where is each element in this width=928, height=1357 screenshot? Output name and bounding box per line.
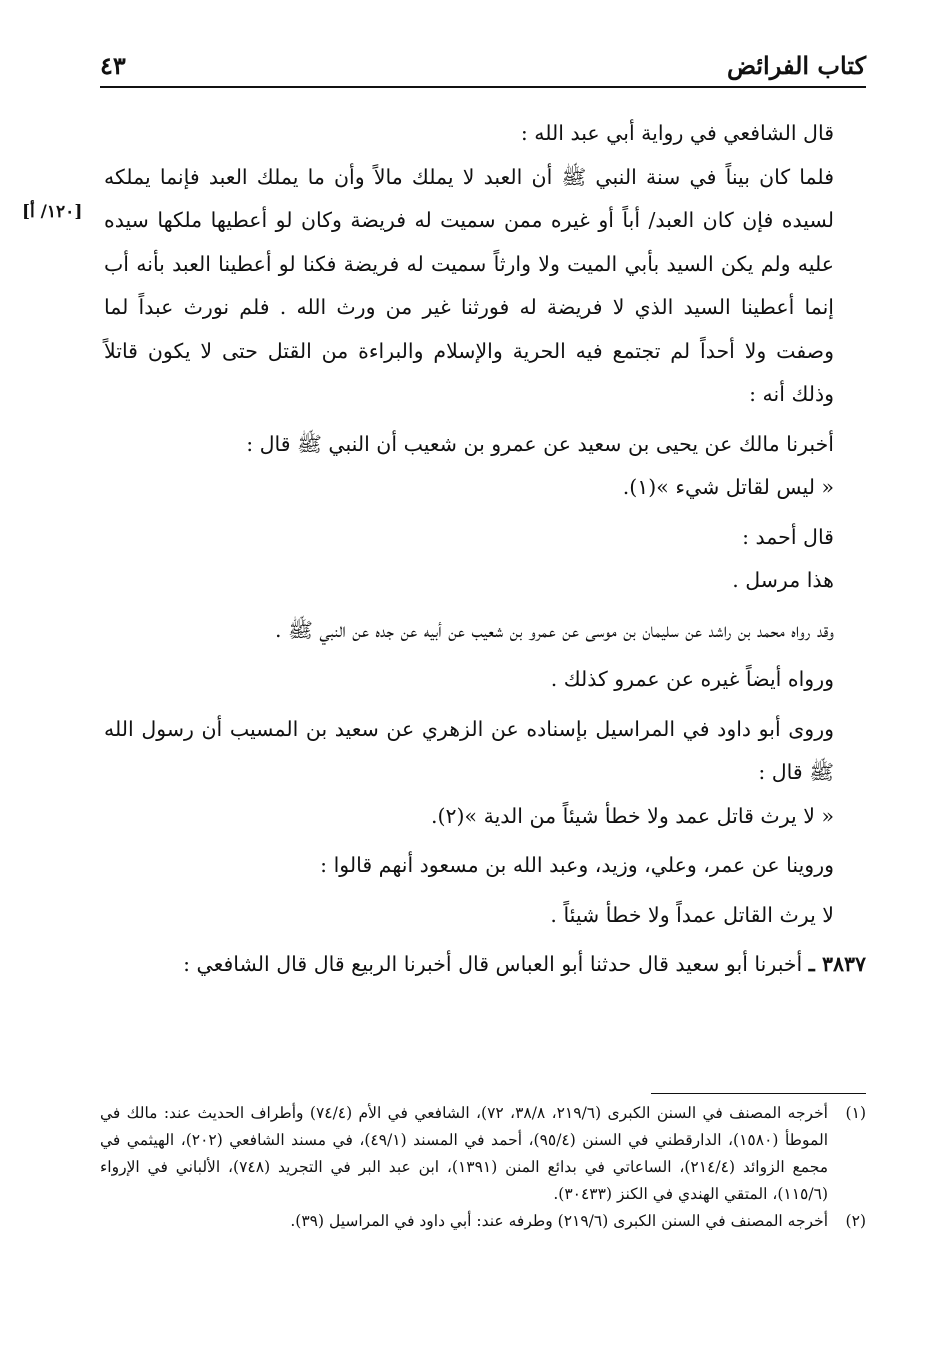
- paragraph-shafii-intro: قال الشافعي في رواية أبي عبد الله :: [520, 121, 834, 145]
- footnote-text: أخرجه المصنف في السنن الكبرى (٢١٩/٦) وطرفه عند: أبي داود في المراسيل (٣٩).: [290, 1212, 828, 1230]
- paragraph-mursal: هذا مرسل .: [732, 568, 834, 592]
- footnote-mark: (٢): [845, 1212, 866, 1230]
- paragraph-abu-dawud: وروى أبو داود في المراسيل بإسناده عن الزهري عن سعيد بن المسيب أن رسول الله ﷺ قال :: [104, 716, 834, 784]
- page-header: [100, 38, 866, 88]
- hadith-text-1: « ليس لقاتل شيء »(١).: [622, 475, 834, 499]
- page-number: ٤٣: [100, 51, 126, 80]
- paragraph-also-narrated: ورواه أيضاً غيره عن عمرو كذلك .: [550, 667, 834, 691]
- hadith-number: ٣٨٣٧ ـ: [808, 952, 866, 976]
- paragraph-companions: وروينا عن عمر، وعلي، وزيد، وعبد الله بن مسعود أنهم قالوا :: [320, 853, 834, 877]
- main-text: [104, 112, 866, 987]
- hadith-text-2: « لا يرث قاتل عمد ولا خطأ شيئاً من الدية »(٢).: [430, 803, 834, 828]
- paragraph-hadith-3837: [104, 943, 866, 987]
- footnote-text: أخرجه المصنف في السنن الكبرى (٢١٩/٦، ٣٨/٨، ٧٢)، الشافعي في الأم (٧٤/٤) وأطراف الحديث عند: مالك في الموطأ (١٥٨٠)، الدارقطني في السنن (٩٥/٤)، أحمد في المسند (٤٩/١)، في مسند الشافعي (٢٠٢)، الهيثمي في مجمع الزوائد (٢١٤/٤)، الساعاتي في بدائع المنن (١٣٩١)، ابن عبد البر في التجريد (٧٤٨)، الألباني في الإرواء (١١٥/٦)، المتقي الهندي في الكنز (٣٠٤٣٣).: [100, 1104, 829, 1203]
- footnotes: [100, 1100, 866, 1235]
- paragraph-muhammad-bin-rashid: وقد رواه محمد بن راشد عن سليمان بن موسى عن عمرو بن شعيب عن أبيه عن جده عن النبي ﷺ .: [275, 617, 834, 642]
- footnote-1: [100, 1100, 866, 1208]
- paragraph-killer-no-inherit: لا يرث القاتل عمداً ولا خطأ شيئاً .: [550, 902, 834, 927]
- manuscript-folio-note: [١٢٠/ أ]: [22, 202, 83, 222]
- hadith-3837-text: أخبرنا أبو سعيد قال حدثنا أبو العباس قال أخبرنا الربيع قال قال الشافعي :: [183, 952, 803, 976]
- footnote-separator: [651, 1093, 866, 1094]
- paragraph-malik-narration: أخبرنا مالك عن يحيى بن سعيد عن عمرو بن شعيب أن النبي ﷺ قال :: [246, 431, 834, 456]
- footnote-mark: (١): [845, 1104, 866, 1122]
- footnote-2: [100, 1208, 866, 1235]
- running-title: كتاب الفرائض: [726, 51, 866, 80]
- paragraph-slave-inheritance: فلما كان بيناً في سنة النبي ﷺ أن العبد لا يملك مالاً وأن ما يملك العبد فإنما يملكه لسيده فإن كان العبد/ أباً أو غيره ممن سميت له فريضة وكان لو أعطيها ملكها سيده عليه ولم يكن السيد بأبي الميت ولا وارثاً سميت له فريضة فكنا لو أعطينا العبد بأنه أب إنما أعطينا السيد الذي لا فريضة له فورثنا غير من ورث الله . فلم نورث عبداً لما وصفت ولا أحداً لم تجتمع فيه الحرية والإسلام والبراءة من القتل حتى لا يكون قاتلاً وذلك أنه :: [104, 164, 834, 406]
- paragraph-ahmad-says: قال أحمد :: [742, 524, 834, 549]
